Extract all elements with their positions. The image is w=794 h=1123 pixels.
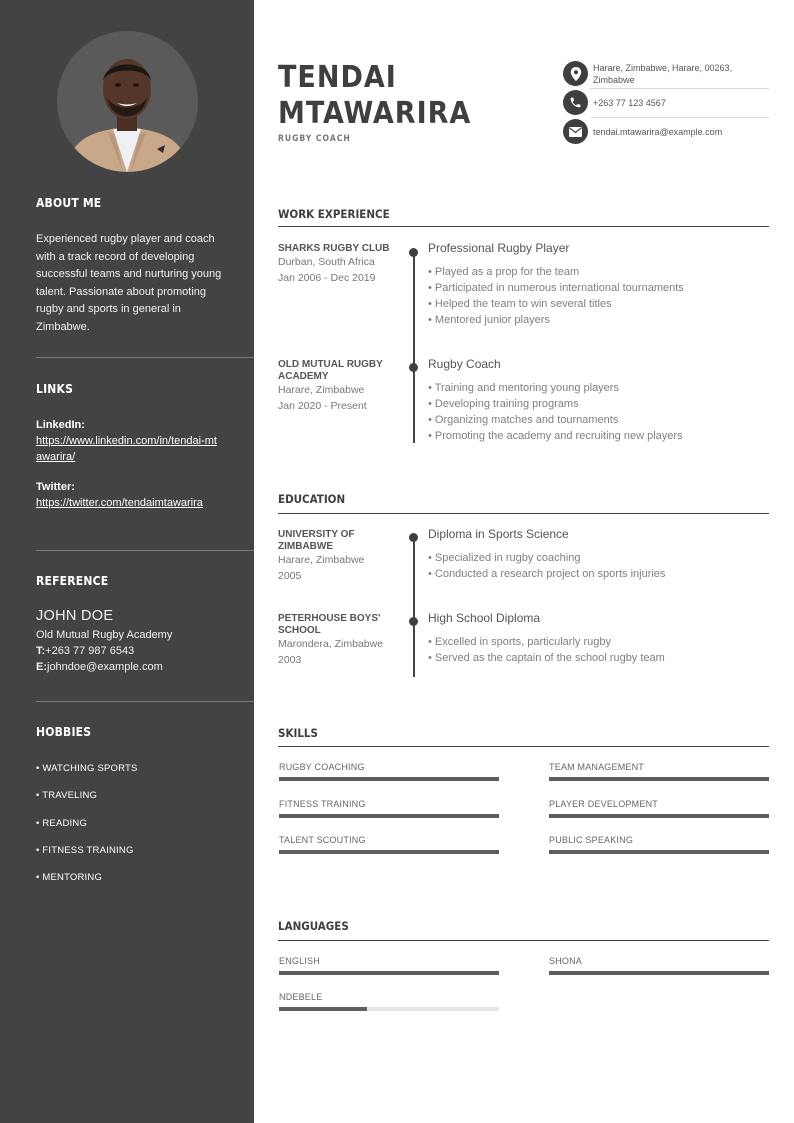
reference-phone — [36, 643, 254, 659]
language-item — [549, 956, 769, 975]
skill-bar-fill — [279, 777, 499, 781]
language-bar-fill — [549, 971, 769, 975]
phone-icon — [563, 90, 588, 115]
education-location: Marondera, Zimbabwe — [278, 638, 384, 650]
work-dates: Jan 2020 - Present — [278, 399, 367, 412]
work-location: Durban, South Africa — [278, 256, 375, 268]
phone-text: +263 77 123 4567 — [593, 97, 666, 108]
education-bullet: • Specialized in rugby coaching — [428, 552, 581, 564]
email-value: johndoe@example.com — [47, 661, 163, 673]
link-label: Twitter: — [36, 481, 75, 493]
timeline-dot — [409, 363, 418, 372]
skill-bar — [279, 814, 499, 818]
education-degree: Diploma in Sports Science — [428, 527, 569, 541]
language-item — [279, 992, 499, 1011]
education-location: Harare, Zimbabwe — [278, 554, 365, 566]
twitter-link[interactable]: https://twitter.com/tendaimtawarira — [36, 497, 203, 509]
skill-label: TALENT SCOUTING — [279, 835, 366, 845]
work-bullet: • Played as a prop for the team — [428, 266, 580, 278]
skill-item — [279, 835, 499, 854]
skill-item — [549, 835, 769, 854]
skill-item — [549, 762, 769, 781]
links-section — [36, 382, 254, 512]
skill-item — [549, 799, 769, 818]
education-timeline — [413, 537, 415, 677]
sidebar-divider — [36, 357, 254, 358]
sidebar — [0, 0, 254, 1123]
reference-org: Old Mutual Rugby Academy — [36, 629, 173, 641]
education-degree: High School Diploma — [428, 611, 541, 625]
education-school: UNIVERSITY OF ZIMBABWE — [278, 529, 355, 552]
link-twitter — [36, 481, 254, 512]
contact-phone — [563, 90, 769, 115]
contact-email — [563, 119, 769, 144]
linkedin-link[interactable]: https://www.linkedin.com/in/tendai-mtawarira/ — [36, 435, 217, 463]
hobbies-list — [36, 763, 254, 899]
hobbies-section — [36, 725, 254, 899]
skill-bar — [549, 850, 769, 854]
education-entry-2-details — [428, 611, 768, 666]
work-org: OLD MUTUAL RUGBY ACADEMY — [278, 359, 383, 382]
work-experience-title: WORK EXPERIENCE — [278, 207, 390, 221]
links-title: LINKS — [36, 382, 74, 396]
skill-item — [279, 762, 499, 781]
envelope-icon — [563, 119, 588, 144]
skill-bar — [549, 814, 769, 818]
work-org: SHARKS RUGBY CLUB — [278, 243, 390, 254]
work-entry-1-details — [428, 241, 768, 328]
section-divider — [278, 513, 769, 514]
hobbies-title: HOBBIES — [36, 725, 92, 739]
work-bullet: • Training and mentoring young players — [428, 382, 619, 394]
contact-divider — [591, 117, 769, 118]
language-bar — [549, 971, 769, 975]
skill-bar — [279, 850, 499, 854]
work-position: Rugby Coach — [428, 357, 501, 371]
work-bullet: • Promoting the academy and recruiting new players — [428, 430, 683, 442]
sidebar-divider — [36, 550, 254, 551]
last-name: MTAWARIRA — [278, 96, 472, 131]
education-bullet: • Served as the captain of the school rugby team — [428, 652, 665, 664]
language-bar-fill — [279, 971, 499, 975]
work-bullet: • Organizing matches and tournaments — [428, 414, 619, 426]
skill-label: RUGBY COACHING — [279, 762, 365, 772]
work-timeline — [413, 252, 415, 443]
education-entry-2-meta — [278, 613, 398, 668]
profile-photo-illustration — [57, 31, 198, 172]
about-section — [36, 196, 254, 336]
language-label: SHONA — [549, 956, 583, 966]
reference-name: JOHN DOE — [36, 608, 114, 624]
skill-label: FITNESS TRAINING — [279, 799, 366, 809]
about-text: Experienced rugby player and coach with a track record of developing successful teams and nurturing young talent. Passionate about promoting rugby and sports in general in Zimbabwe. — [36, 233, 222, 333]
hobby-item: • READING — [36, 817, 88, 829]
language-item — [279, 956, 499, 975]
job-title: RUGBY COACH — [278, 134, 351, 144]
phone-label: T: — [36, 645, 46, 657]
skill-bar — [549, 777, 769, 781]
languages-title: LANGUAGES — [278, 919, 349, 933]
timeline-dot — [409, 533, 418, 542]
education-entry-1-meta — [278, 529, 398, 584]
timeline-dot — [409, 248, 418, 257]
skills-title: SKILLS — [278, 726, 318, 740]
address-text: Harare, Zimbabwe, Harare, 00263, Zimbabwe — [593, 62, 733, 85]
first-name: TENDAI — [278, 60, 397, 95]
skill-bar-fill — [279, 850, 499, 854]
section-divider — [278, 746, 769, 747]
contact-address — [563, 61, 769, 86]
hobby-item: • TRAVELING — [36, 790, 98, 802]
education-bullet: • Excelled in sports, particularly rugby — [428, 636, 611, 648]
work-bullet: • Participated in numerous international tournaments — [428, 282, 684, 294]
language-label: ENGLISH — [279, 956, 320, 966]
hobby-item: • FITNESS TRAINING — [36, 844, 134, 856]
education-entry-1-details — [428, 527, 768, 582]
location-pin-icon — [563, 61, 588, 86]
skill-label: PLAYER DEVELOPMENT — [549, 799, 658, 809]
work-bullet: • Helped the team to win several titles — [428, 298, 612, 310]
section-divider — [278, 940, 769, 941]
reference-section — [36, 574, 254, 675]
email-label: E: — [36, 661, 47, 673]
full-name — [278, 60, 471, 132]
work-entry-2-details — [428, 357, 768, 444]
work-entry-1-meta — [278, 243, 398, 286]
skill-item — [279, 799, 499, 818]
language-bar — [279, 971, 499, 975]
sidebar-divider — [36, 701, 254, 702]
hobby-item: • WATCHING SPORTS — [36, 763, 138, 774]
skill-label: TEAM MANAGEMENT — [549, 762, 645, 772]
education-bullet: • Conducted a research project on sports injuries — [428, 568, 666, 580]
reference-title: REFERENCE — [36, 574, 109, 588]
skill-bar-fill — [549, 814, 769, 818]
contact-divider — [591, 88, 769, 89]
reference-email — [36, 659, 254, 675]
language-bar-fill — [279, 1007, 367, 1011]
work-position: Professional Rugby Player — [428, 241, 570, 255]
language-label: NDEBELE — [279, 992, 323, 1002]
work-bullet: • Mentored junior players — [428, 314, 550, 326]
skill-bar-fill — [279, 814, 499, 818]
timeline-dot — [409, 617, 418, 626]
language-bar — [279, 1007, 499, 1011]
link-label: LinkedIn: — [36, 419, 85, 431]
education-dates: 2005 — [278, 569, 302, 582]
skill-bar-fill — [549, 777, 769, 781]
email-text: tendai.mtawarira@example.com — [593, 126, 723, 137]
profile-photo — [57, 31, 198, 172]
link-linkedin — [36, 419, 254, 465]
work-location: Harare, Zimbabwe — [278, 384, 365, 396]
work-bullet: • Developing training programs — [428, 398, 579, 410]
work-dates: Jan 2006 - Dec 2019 — [278, 271, 376, 284]
work-entry-2-meta — [278, 359, 398, 414]
about-title: ABOUT ME — [36, 196, 102, 210]
skill-bar — [279, 777, 499, 781]
skill-label: PUBLIC SPEAKING — [549, 835, 634, 845]
education-school: PETERHOUSE BOYS' SCHOOL — [278, 613, 381, 636]
education-title: EDUCATION — [278, 492, 346, 506]
skill-bar-fill — [549, 850, 769, 854]
section-divider — [278, 226, 769, 227]
education-dates: 2003 — [278, 653, 302, 666]
phone-value: +263 77 987 6543 — [45, 645, 135, 657]
hobby-item: • MENTORING — [36, 872, 103, 884]
